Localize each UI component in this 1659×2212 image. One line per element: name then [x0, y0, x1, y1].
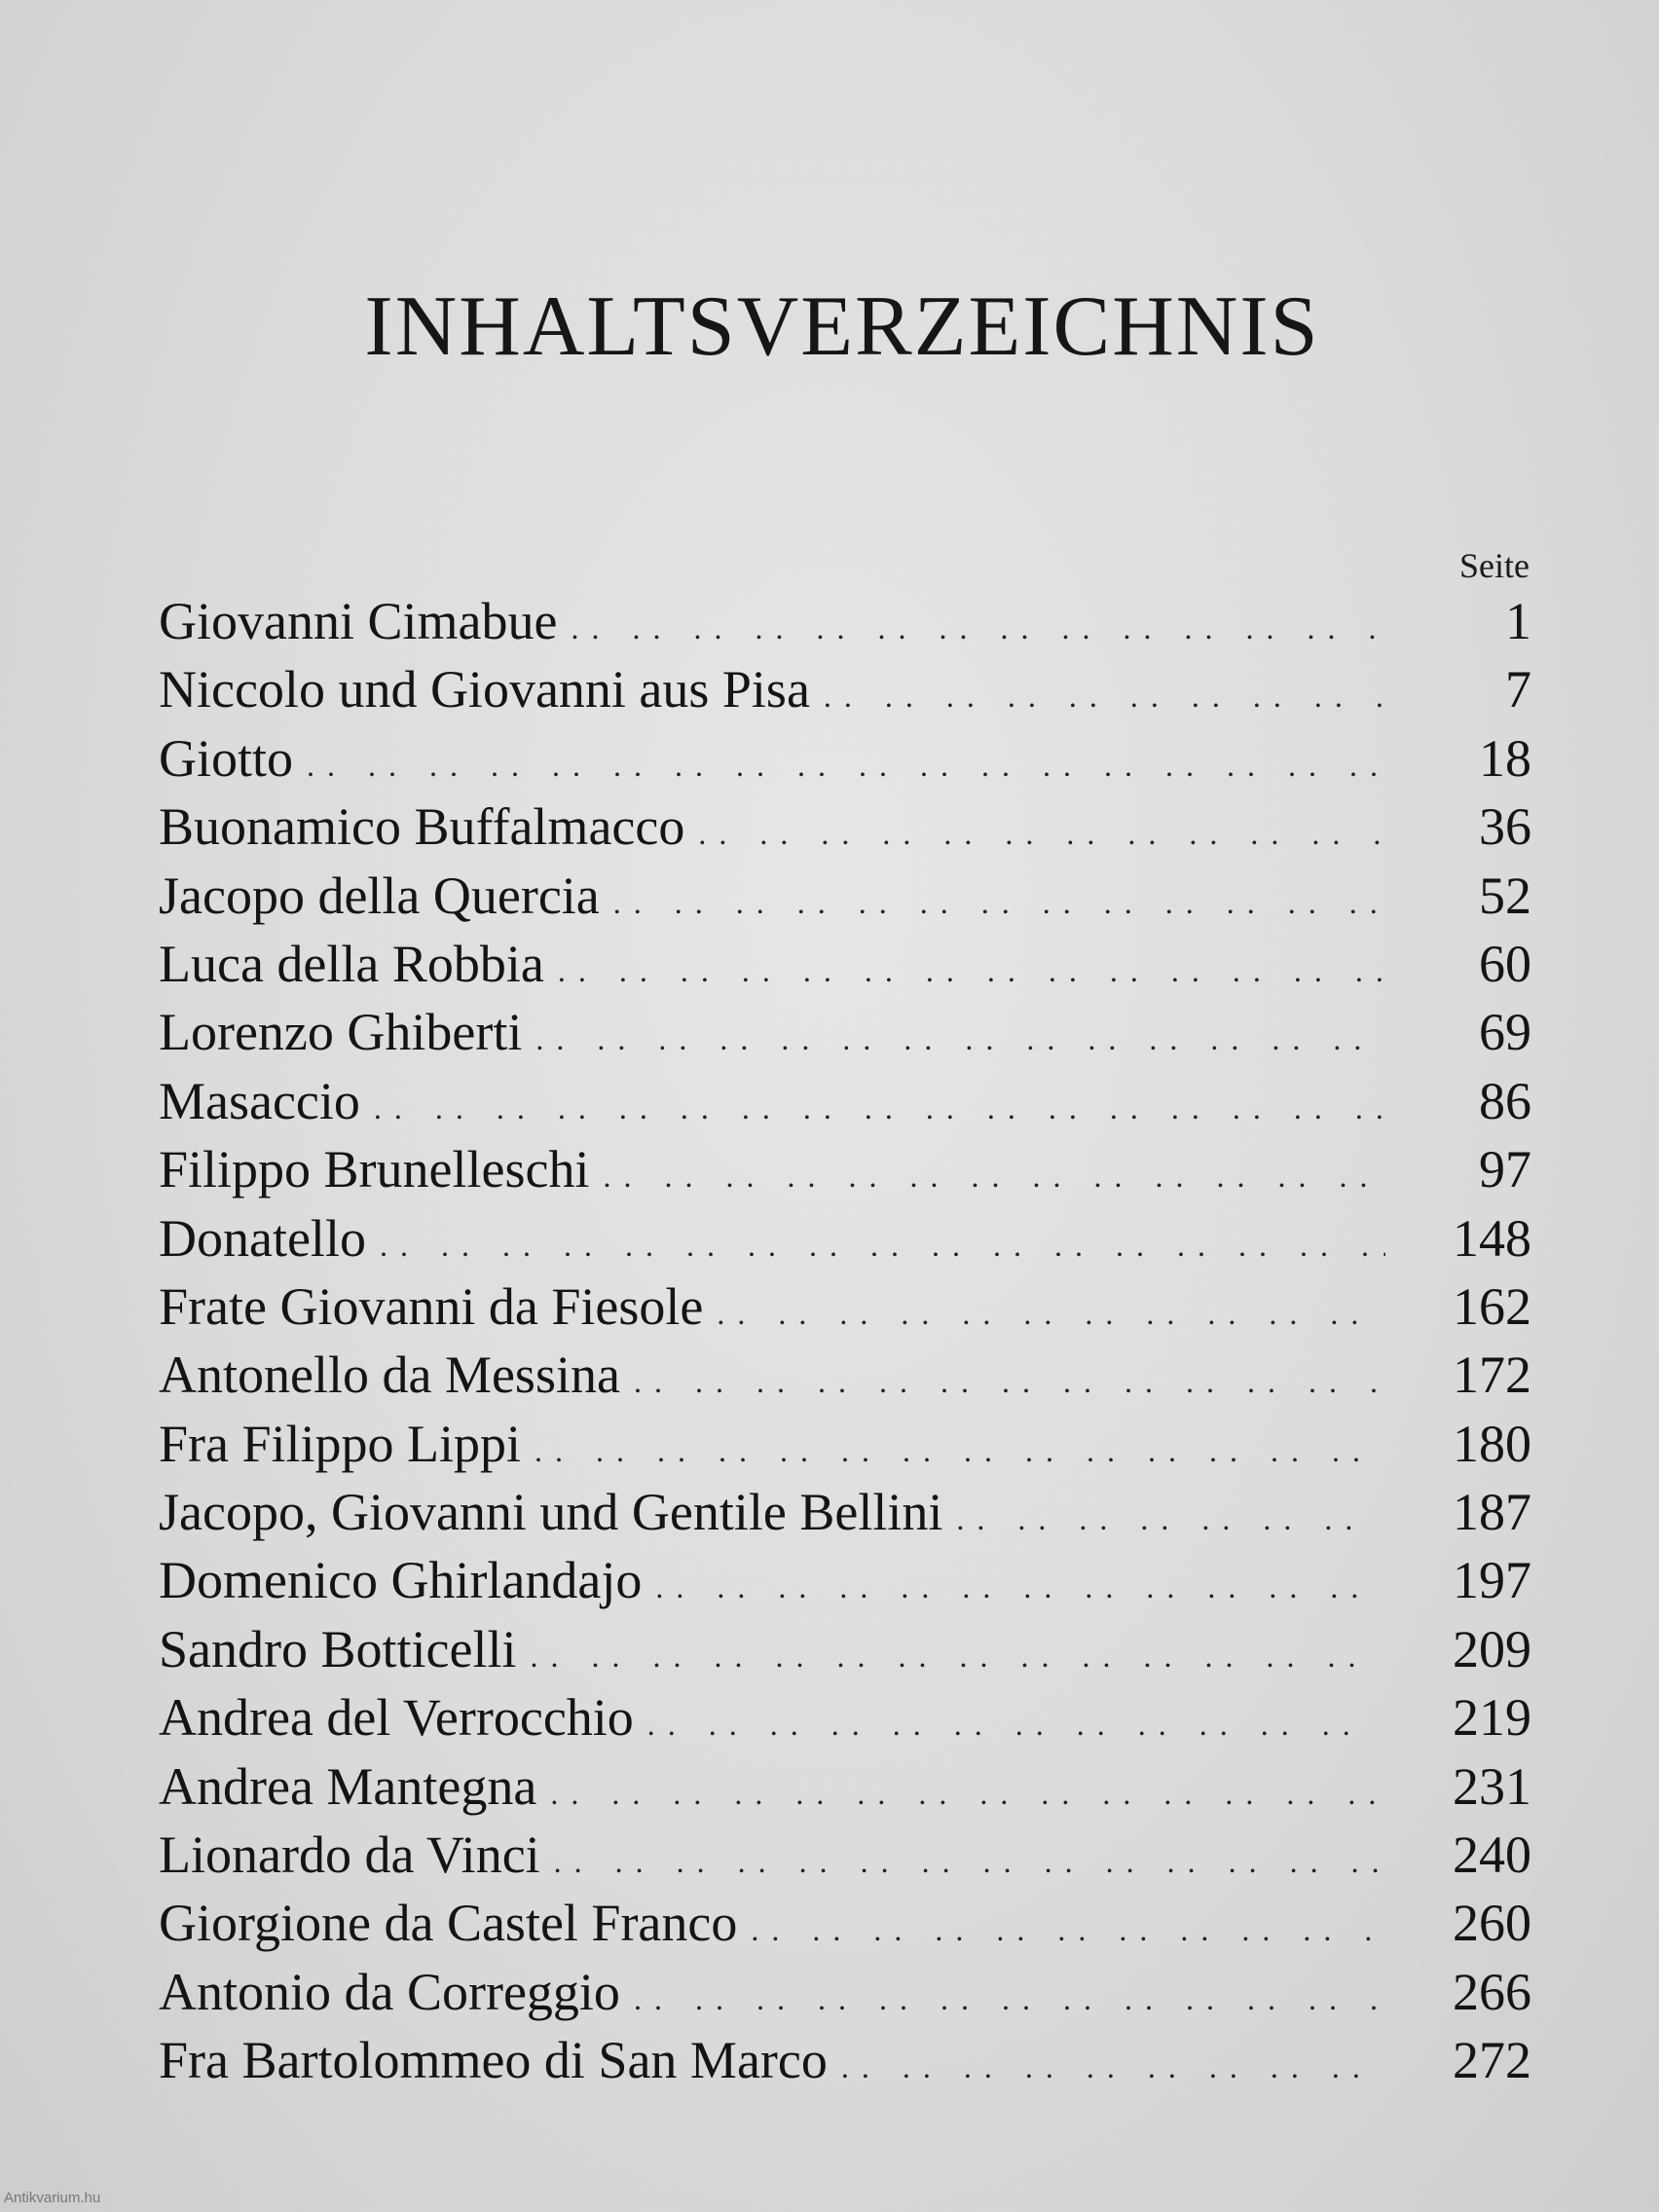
dot-leader: [554, 1827, 1385, 1896]
dot-leader: [647, 1690, 1385, 1758]
toc-entry-name: Giorgione da Castel Franco: [159, 1894, 738, 1953]
toc-entry: [159, 1958, 1531, 2026]
dot-leader: [535, 1005, 1385, 1073]
toc-entry: [159, 793, 1531, 861]
toc-entry: [159, 1683, 1531, 1751]
toc-entry-page: 52: [1479, 866, 1531, 925]
dot-leader: [698, 799, 1385, 867]
toc-entry-page: 266: [1453, 1962, 1531, 2021]
toc-entry-name: Filippo Brunelleschi: [159, 1140, 590, 1199]
toc-entry-page: 180: [1453, 1414, 1531, 1473]
toc-entry-page: 197: [1453, 1551, 1531, 1610]
toc-entry: [159, 1067, 1531, 1135]
toc-entry-name: Lorenzo Ghiberti: [159, 1003, 523, 1062]
toc-entry: [159, 587, 1531, 655]
toc-entry-name: Domenico Ghirlandajo: [159, 1551, 643, 1610]
toc-entry-page: 60: [1479, 934, 1531, 993]
toc-entry-page: 187: [1453, 1483, 1531, 1542]
toc-entry-page: 209: [1453, 1619, 1531, 1678]
toc-entry-name: Donatello: [159, 1208, 366, 1268]
toc-entry: [159, 930, 1531, 998]
toc-entry: [159, 1615, 1531, 1683]
toc-entry-name: Frate Giovanni da Fiesole: [159, 1276, 704, 1336]
toc-entry-page: 172: [1453, 1346, 1531, 1405]
toc-entry-page: 272: [1453, 2031, 1531, 2090]
toc-entry-name: Fra Bartolommeo di San Marco: [159, 2031, 828, 2090]
toc-entry-name: Masaccio: [159, 1071, 360, 1130]
toc-entry: [159, 2026, 1531, 2094]
toc-entry: [159, 1478, 1531, 1546]
toc-entry-name: Lionardo da Vinci: [159, 1825, 540, 1885]
toc-entry-name: Niccolo und Giovanni aus Pisa: [159, 660, 810, 719]
page-title: INHALTSVERZEICHNIS: [364, 279, 1320, 374]
dot-leader: [634, 1965, 1385, 2033]
toc-entry-name: Luca della Robbia: [159, 934, 544, 993]
toc-entry-name: Sandro Botticelli: [159, 1619, 517, 1678]
toc-entry-page: 7: [1505, 660, 1531, 719]
toc-entry-name: Giotto: [159, 728, 294, 788]
dot-leader: [634, 1347, 1385, 1416]
dot-leader: [307, 731, 1385, 799]
toc-entry-page: 86: [1479, 1071, 1531, 1130]
toc-entry-name: Jacopo, Giovanni und Gentile Bellini: [159, 1483, 943, 1542]
dot-leader: [558, 937, 1385, 1005]
dot-leader: [824, 662, 1385, 730]
dot-leader: [603, 1142, 1385, 1210]
toc-entry: [159, 1821, 1531, 1889]
toc-entry: [159, 1889, 1531, 1957]
toc-entry: [159, 998, 1531, 1066]
toc-entry: [159, 1204, 1531, 1272]
toc-entry-page: 97: [1479, 1140, 1531, 1199]
toc-entry-page: 231: [1453, 1756, 1531, 1816]
dot-leader: [717, 1279, 1385, 1347]
toc-entry-name: Antonio da Correggio: [159, 1962, 620, 2021]
toc-entry-page: 260: [1453, 1894, 1531, 1953]
toc-entry-page: 1: [1505, 592, 1531, 650]
dot-leader: [613, 868, 1385, 937]
dot-leader: [374, 1074, 1385, 1142]
toc-entry-name: Buonamico Buffalmacco: [159, 797, 685, 857]
toc-entry-page: 36: [1479, 797, 1531, 857]
toc-entry-name: Andrea Mantegna: [159, 1756, 537, 1816]
toc-entry-page: 18: [1479, 728, 1531, 788]
toc-entry-page: 240: [1453, 1825, 1531, 1885]
toc-entry-page: 148: [1453, 1208, 1531, 1268]
toc-entry-name: Jacopo della Quercia: [159, 866, 600, 925]
watermark: Antikvarium.hu: [4, 2190, 101, 2206]
toc-entry: [159, 1410, 1531, 1478]
toc-entry: [159, 1752, 1531, 1821]
dot-leader: [571, 594, 1385, 662]
dot-leader: [655, 1553, 1385, 1621]
toc-entry: [159, 1341, 1531, 1409]
dot-leader: [380, 1211, 1385, 1279]
dot-leader: [956, 1485, 1385, 1553]
toc-entry: [159, 655, 1531, 723]
toc-entry-page: 162: [1453, 1276, 1531, 1336]
dot-leader: [841, 2033, 1385, 2101]
toc-entry: [159, 1546, 1531, 1614]
dot-leader: [535, 1417, 1385, 1485]
dot-leader: [550, 1759, 1385, 1827]
toc-entry-page: 69: [1479, 1003, 1531, 1062]
toc-entry: [159, 862, 1531, 930]
toc-entry: [159, 1135, 1531, 1203]
dot-leader: [530, 1622, 1385, 1690]
dot-leader: [751, 1896, 1385, 1964]
page-column-label: Seite: [1459, 546, 1530, 585]
toc-entry-name: Fra Filippo Lippi: [159, 1414, 522, 1473]
toc-entry-name: Antonello da Messina: [159, 1346, 620, 1405]
toc-entry-name: Giovanni Cimabue: [159, 592, 558, 650]
toc-entry: [159, 724, 1531, 793]
toc-entry: [159, 1272, 1531, 1341]
toc-entry-name: Andrea del Verrocchio: [159, 1688, 634, 1748]
toc-entry-page: 219: [1453, 1688, 1531, 1748]
table-of-contents: [159, 587, 1531, 2095]
